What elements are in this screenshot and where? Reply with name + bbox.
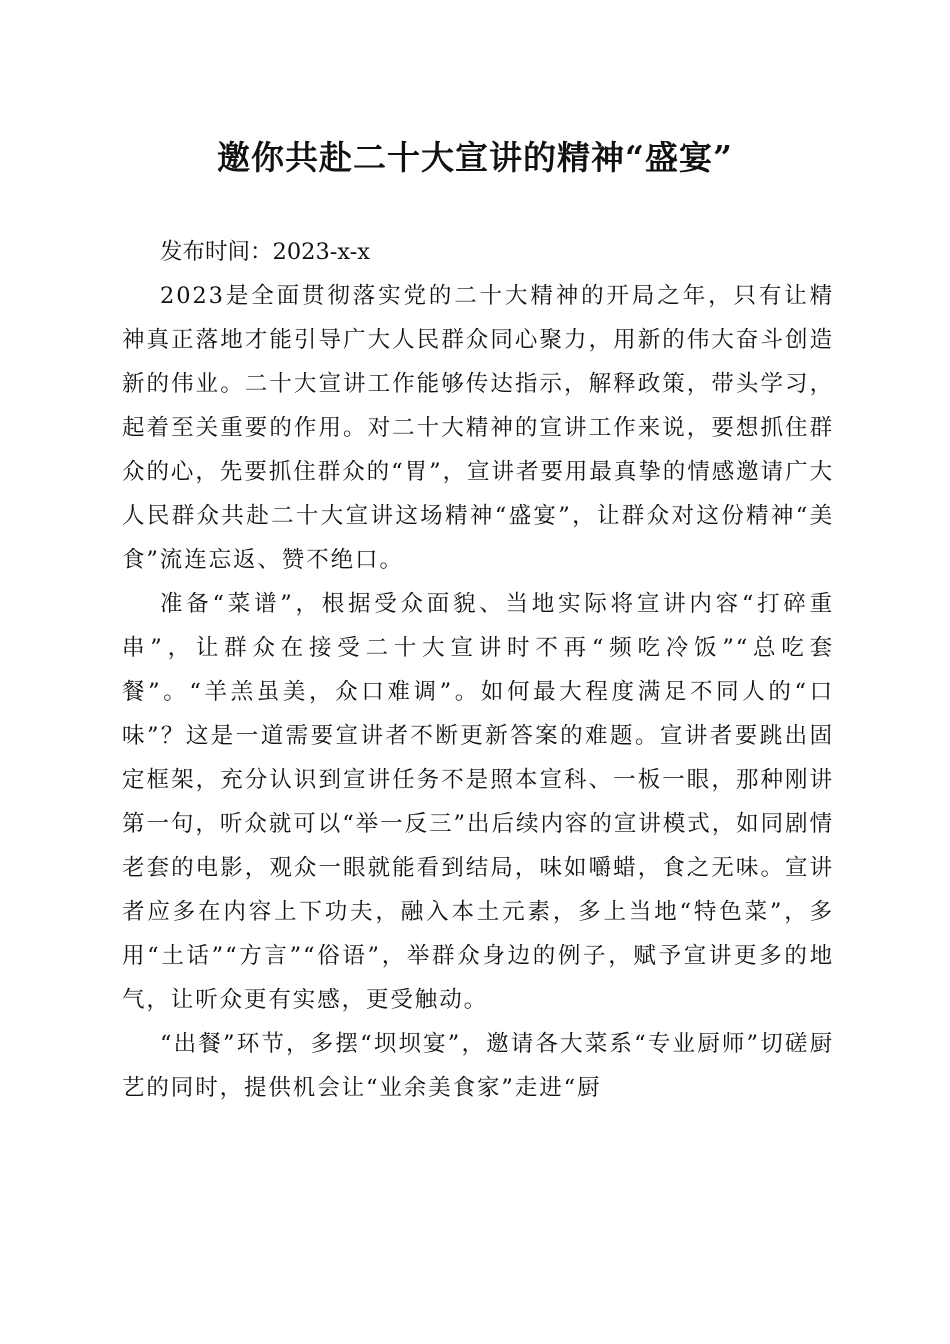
paragraph-3: “出餐”环节，多摆“坝坝宴”，邀请各大菜系“专业厨师”切磋厨艺的同时，提供机会让“业余美食家”走进“厨 bbox=[122, 1031, 834, 1101]
publish-time: 发布时间：2023-x-x bbox=[160, 239, 370, 265]
document-title: 邀你共赴二十大宣讲的精神“盛宴” bbox=[217, 138, 733, 177]
document-body bbox=[122, 230, 834, 1110]
paragraph-1: 2023是全面贯彻落实党的二十大精神的开局之年，只有让精神真正落地才能引导广大人民群众同心聚力，用新的伟大奋斗创造新的伟业。二十大宣讲工作能够传达指示，解释政策，带头学习，起着至关重要的作用。对二十大精神的宣讲工作来说，要想抓住群众的心，先要抓住群众的“胃”，宣讲者要用最真挚的情感邀请广大人民群众共赴二十大宣讲这场精神“盛宴”，让群众对这份精神“美食”流连忘返、赞不绝口。 bbox=[122, 283, 834, 573]
paragraph-2: 准备“菜谱”，根据受众面貌、当地实际将宣讲内容“打碎重串”，让群众在接受二十大宣讲时不再“频吃冷饭”“总吃套餐”。“羊羔虽美，众口难调”。如何最大程度满足不同人的“口味”？这是一道需要宣讲者不断更新答案的难题。宣讲者要跳出固定框架，充分认识到宣讲任务不是照本宣科、一板一眼，那种刚讲第一句，听众就可以“举一反三”出后续内容的宣讲模式，如同剧情老套的电影，观众一眼就能看到结局，味如嚼蜡，食之无味。宣讲者应多在内容上下功夫，融入本土元素，多上当地“特色菜”，多用“土话”“方言”“俗语”，举群众身边的例子，赋予宣讲更多的地气，让听众更有实感，更受触动。 bbox=[122, 591, 834, 1013]
